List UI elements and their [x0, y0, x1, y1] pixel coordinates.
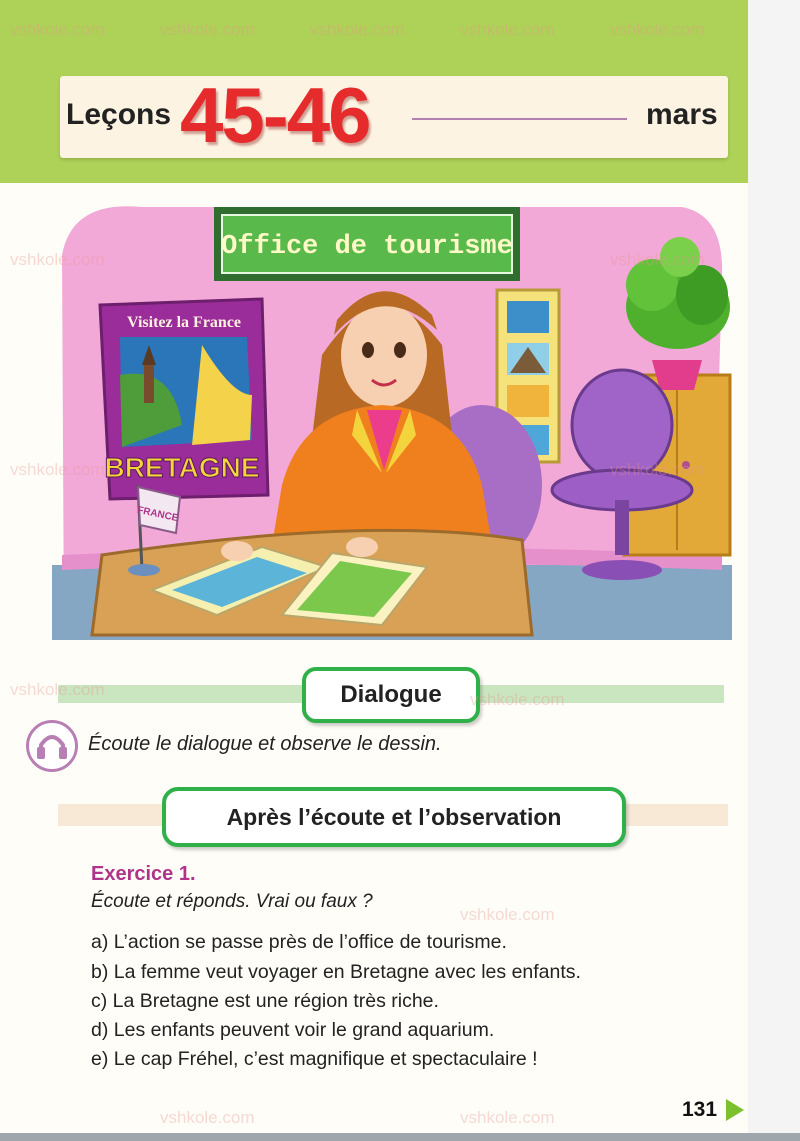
poster-top-text: Visitez la France [126, 314, 242, 331]
watermark: vshkole.com [460, 20, 555, 39]
page-number: 131 [682, 1098, 718, 1121]
after-listening-tab[interactable]: Après l’écoute et l’observation [162, 787, 626, 847]
watermark: vshkole.com [160, 1108, 255, 1127]
watermark: vshkole.com [10, 680, 105, 699]
lesson-month: mars [646, 98, 718, 131]
date-line [412, 118, 627, 120]
tourism-office-illustration [52, 195, 732, 640]
watermark: vshkole.com [610, 460, 705, 479]
listen-instruction: Écoute le dialogue et observe le dessin. [88, 733, 442, 755]
exercise-item: d) Les enfants peuvent voir le grand aquarium. [91, 1019, 495, 1041]
page-edge [748, 0, 800, 1141]
lesson-number: 45-46 [180, 71, 370, 159]
office-sign-text: Office de tourisme [221, 232, 513, 262]
watermark: vshkole.com [460, 905, 555, 924]
watermark: vshkole.com [10, 250, 105, 269]
dialogue-tab[interactable]: Dialogue [302, 667, 480, 723]
watermark: vshkole.com [310, 20, 405, 39]
exercise-item: c) La Bretagne est une région très riche. [91, 990, 439, 1012]
watermark: vshkole.com [460, 1108, 555, 1127]
bottom-band [0, 1133, 800, 1141]
exercise-item: a) L’action se passe près de l’office de tourisme. [91, 931, 507, 953]
watermark: vshkole.com [470, 690, 565, 709]
watermark: vshkole.com [160, 20, 255, 39]
poster-bottom-text: BRETAGNE [104, 452, 260, 483]
exercise-item: b) La femme veut voyager en Bretagne avec les enfants. [91, 961, 581, 983]
next-arrow-icon[interactable] [726, 1099, 744, 1121]
exercise-instruction: Écoute et réponds. Vrai ou faux ? [91, 891, 373, 912]
flag-text: FRANCE [136, 504, 180, 525]
exercise-item: e) Le cap Fréhel, c’est magnifique et spectaculaire ! [91, 1048, 538, 1070]
headphones-icon[interactable] [26, 720, 78, 772]
watermark: vshkole.com [10, 20, 105, 39]
watermark: vshkole.com [610, 20, 705, 39]
lessons-label: Leçons [66, 98, 172, 131]
exercise-title: Exercice 1. [91, 863, 196, 885]
watermark: vshkole.com [610, 250, 705, 269]
watermark: vshkole.com [10, 460, 105, 479]
